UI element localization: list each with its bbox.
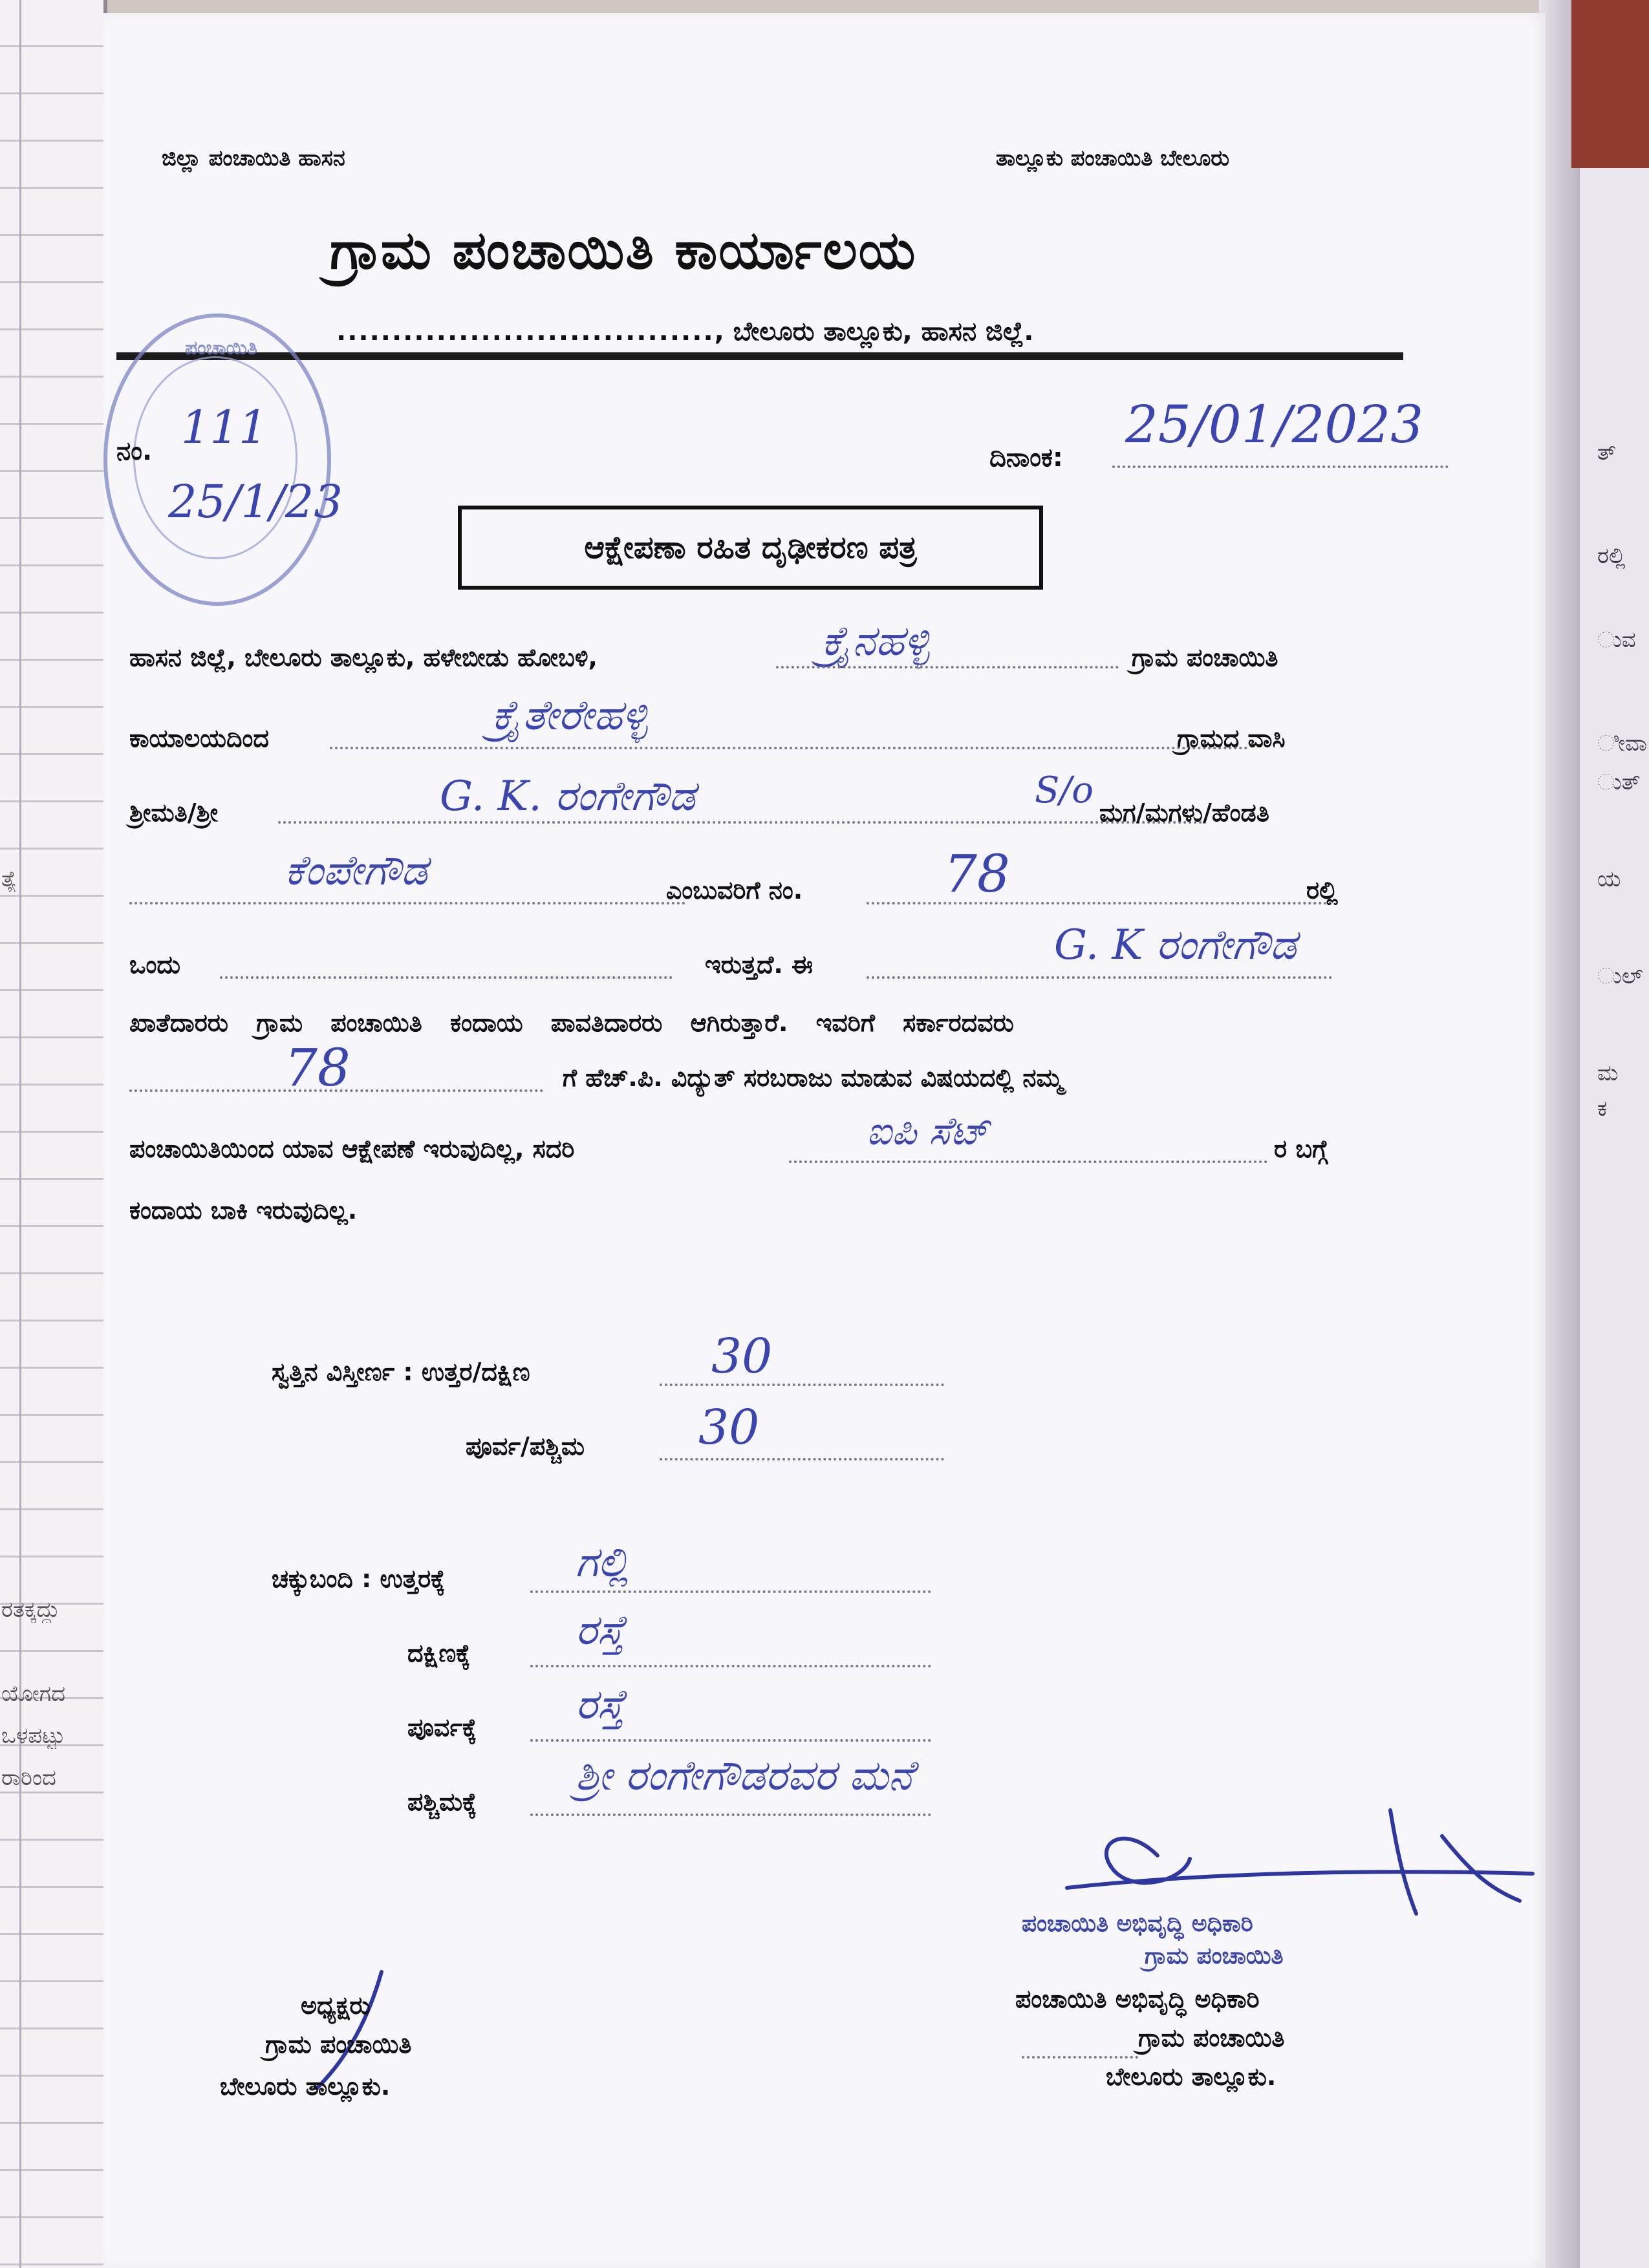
body-line5-mid: ಇರುತ್ತದೆ. ಈ <box>705 950 813 979</box>
date-underline <box>1112 465 1449 468</box>
extent-ns-blank <box>660 1384 944 1386</box>
body-line5-fill: G. K ರಂಗೇಗೌಡ <box>1054 921 1297 969</box>
body-line2-blank <box>330 747 1248 749</box>
boundary-south-value: ರಸ್ತೆ <box>576 1607 625 1654</box>
officer-title: ಪಂಚಾಯಿತಿ ಅಭಿವೃದ್ಧಿ ಅಧಿಕಾರಿ <box>1015 1985 1260 2013</box>
office-title: ಗ್ರಾಮ ಪಂಚಾಯಿತಿ ಕಾರ್ಯಾಲಯ <box>330 220 917 281</box>
extent-north-south-value: 30 <box>711 1329 773 1384</box>
ledger-fragment: ರತಕ್ಕದ್ದು <box>1 1597 60 1623</box>
officer-signature <box>1054 1797 1546 1927</box>
taluk-panchayat-label: ತಾಲ್ಲೂಕು ಪಂಚಾಯಿತಿ ಬೇಲೂರು <box>996 145 1230 171</box>
office-location-line <box>336 317 1033 347</box>
boundary-west-label: ಪಶ್ಚಿಮಕ್ಕೆ <box>407 1788 477 1816</box>
body-line8-fill: ಐಪಿ ಸೆಟ್ <box>867 1109 989 1154</box>
president-title: ಅಧ್ಯಕ್ಷರು <box>301 1991 371 2020</box>
body-line4-blank <box>129 902 685 904</box>
body-line5-fill-blank <box>867 976 1332 979</box>
boundary-label: ಚಕ್ಕುಬಂದಿ : ಉತ್ತರಕ್ಕೆ <box>272 1565 446 1593</box>
body-line3-prefix: ಶ್ರೀಮತಿ/ಶ್ರೀ <box>129 798 219 827</box>
body-line3-suffix: ಮಗ/ಮಗಳು/ಹೆಂಡತಿ <box>1099 798 1269 827</box>
back-fragment: ುವ <box>1597 627 1636 653</box>
extent-east-west-value: 30 <box>698 1400 760 1455</box>
office-name-blank: .................................. <box>336 317 715 347</box>
back-fragment: ುತ್ <box>1597 769 1641 795</box>
body-line8-prefix: ಪಂಚಾಯಿತಿಯಿಂದ ಯಾವ ಆಕ್ಷೇಪಣೆ ಇರುವುದಿಲ್ಲ, ಸದರಿ <box>129 1135 575 1163</box>
boundary-south-label: ದಕ್ಷಿಣಕ್ಕೆ <box>407 1639 471 1667</box>
certificate-title: ಆಕ್ಷೇಪಣಾ ರಹಿತ ದೃಢೀಕರಣ ಪತ್ರ <box>584 529 917 566</box>
ledger-strip <box>0 0 107 2268</box>
office-location: , ಬೇಲೂರು ತಾಲ್ಲೂಕು, ಹಾಸನ ಜಿಲ್ಲೆ. <box>714 317 1034 347</box>
boundary-north-value: ಗಲ್ಲಿ <box>576 1539 630 1587</box>
back-fragment: ುಲ್ <box>1597 963 1643 989</box>
body-line1-prefix: ಹಾಸನ ಜಿಲ್ಲೆ, ಬೇಲೂರು ತಾಲ್ಲೂಕು, ಹಳೇಬೀಡು ಹೋಬಳಿ, <box>129 643 598 672</box>
body-line2-prefix: ಕಾಯಾಲಯದಿಂದ <box>129 724 269 753</box>
back-fragment: ೀವಾ <box>1597 731 1647 756</box>
back-page <box>1578 168 1649 2268</box>
body-line2-suffix: ಗ್ರಾಮದ ವಾಸಿ <box>1177 724 1286 753</box>
seal-panchayat: ಗ್ರಾಮ ಪಂಚಾಯಿತಿ <box>1145 1943 1284 1969</box>
district-panchayat-label: ಜಿಲ್ಲಾ ಪಂಚಾಯಿತಿ ಹಾಸನ <box>162 145 345 171</box>
president-taluk: ಬೇಲೂರು ತಾಲ್ಲೂಕು. <box>220 2072 391 2101</box>
body-line1-blank <box>776 666 1119 669</box>
back-fragment: ಯ <box>1597 866 1621 892</box>
body-line2-fill: ಕ್ರೈತೇರೇಹಳ್ಳಿ <box>491 692 648 740</box>
reference-number-date: 25/1/23 <box>168 475 343 528</box>
body-line1-suffix: ಗ್ರಾಮ ಪಂಚಾಯಿತಿ <box>1132 643 1278 672</box>
body-line7-blank <box>129 1089 543 1092</box>
body-line4-mid: ಎಂಬುವರಿಗೆ ನಂ. <box>666 876 803 904</box>
ledger-fragment: ರಾರಿಂದ <box>1 1765 56 1791</box>
body-line8-blank <box>789 1161 1267 1163</box>
stamp-inner-ring <box>133 356 297 559</box>
boundary-west-value: ಶ್ರೀ ರಂಗೇಗೌಡರವರ ಮನೆ <box>576 1752 913 1800</box>
body-line7-suffix: ಗೆ ಹೆಚ್.ಪಿ. ವಿದ್ಯುತ್ ಸರಬರಾಜು ಮಾಡುವ ವಿಷಯದಲ್ಲಿ ನಮ್ಮ <box>563 1064 1063 1092</box>
document-sheet <box>103 13 1546 2268</box>
boundary-east-value: ರಸ್ತೆ <box>576 1681 625 1729</box>
officer-taluk: ಬೇಲೂರು ತಾಲ್ಲೂಕು. <box>1106 2062 1277 2091</box>
header-rule <box>116 352 1403 360</box>
boundary-east-label: ಪೂರ್ವಕ್ಕೆ <box>407 1713 477 1742</box>
ledger-margin-rule <box>19 0 21 2268</box>
ledger-fragment: ತ್ಯೆ <box>1 866 17 892</box>
body-line8-suffix: ರ ಬಗ್ಗೆ <box>1274 1135 1328 1163</box>
officer-dotted-mark <box>1022 2056 1138 2059</box>
back-fragment: ಕ <box>1597 1096 1608 1122</box>
seal-officer-title: ಪಂಚಾಯಿತಿ ಅಭಿವೃದ್ಧಿ ಅಧಿಕಾರಿ <box>1022 1910 1253 1937</box>
extent-ew-blank <box>660 1458 944 1460</box>
stamp-text: ಪಂಚಾಯಿತಿ <box>185 337 257 359</box>
boundary-south-blank <box>530 1665 931 1667</box>
body-line5-prefix: ಒಂದು <box>129 950 181 979</box>
body-line3-blank <box>278 821 1203 824</box>
ledger-fragment: ಒಳಪಟ್ಟು <box>1 1723 65 1749</box>
date-label: ದಿನಾಂಕ: <box>989 443 1063 473</box>
reference-number-value: 111 <box>181 401 268 454</box>
ledger-fragment: ಯೋಗದ <box>1 1681 66 1707</box>
body-line4-number: 78 <box>944 844 1010 904</box>
officer-panchayat: ಗ್ರಾಮ ಪಂಚಾಯಿತಿ <box>1138 2024 1285 2052</box>
back-fragment: ತ್ <box>1597 440 1617 465</box>
back-fragment: ರಲ್ಲಿ <box>1597 543 1626 569</box>
back-cover <box>1571 0 1649 168</box>
body-line4-suffix: ರಲ್ಲಿ <box>1306 876 1338 904</box>
body-line3-fill: G. K. ರಂಗೇಗೌಡ <box>440 773 696 820</box>
body-line3-relation-mark: S/o <box>1035 769 1094 811</box>
back-fragment: ಮ <box>1597 1060 1619 1086</box>
extent-east-west-label: ಪೂರ್ವ/ಪಶ್ಚಿಮ <box>466 1432 585 1460</box>
extent-label: ಸ್ವತ್ತಿನ ವಿಸ್ತೀರ್ಣ : ಉತ್ತರ/ದಕ್ಷಿಣ <box>272 1358 530 1386</box>
boundary-west-blank <box>530 1813 931 1816</box>
body-line5-blank <box>220 976 673 979</box>
reference-number-label: ನಂ. <box>116 436 153 466</box>
boundary-north-blank <box>530 1590 931 1593</box>
body-line1-fill: ಕ್ರೈನಹಳ್ಳಿ <box>821 617 930 665</box>
body-line6: ಖಾತೆದಾರರು ಗ್ರಾಮ ಪಂಚಾಯಿತಿ ಕಂದಾಯ ಪಾವತಿದಾರರು ಆಗಿರುತ್ತಾರೆ. ಇವರಿಗೆ ಸರ್ಕಾರದವರು <box>129 1009 1014 1037</box>
date-value: 25/01/2023 <box>1125 394 1424 455</box>
president-panchayat: ಗ್ರಾಮ ಪಂಚಾಯಿತಿ <box>265 2030 412 2059</box>
certificate-title-box <box>458 506 1043 590</box>
body-line7-fill: 78 <box>285 1038 350 1098</box>
body-line9: ಕಂದಾಯ ಬಾಕಿ ಇರುವುದಿಲ್ಲ. <box>129 1196 358 1225</box>
body-line4-fill: ಕೆಂಪೇಗೌಡ <box>285 847 427 895</box>
boundary-east-blank <box>530 1739 931 1742</box>
body-line4-number-blank <box>867 902 1332 904</box>
